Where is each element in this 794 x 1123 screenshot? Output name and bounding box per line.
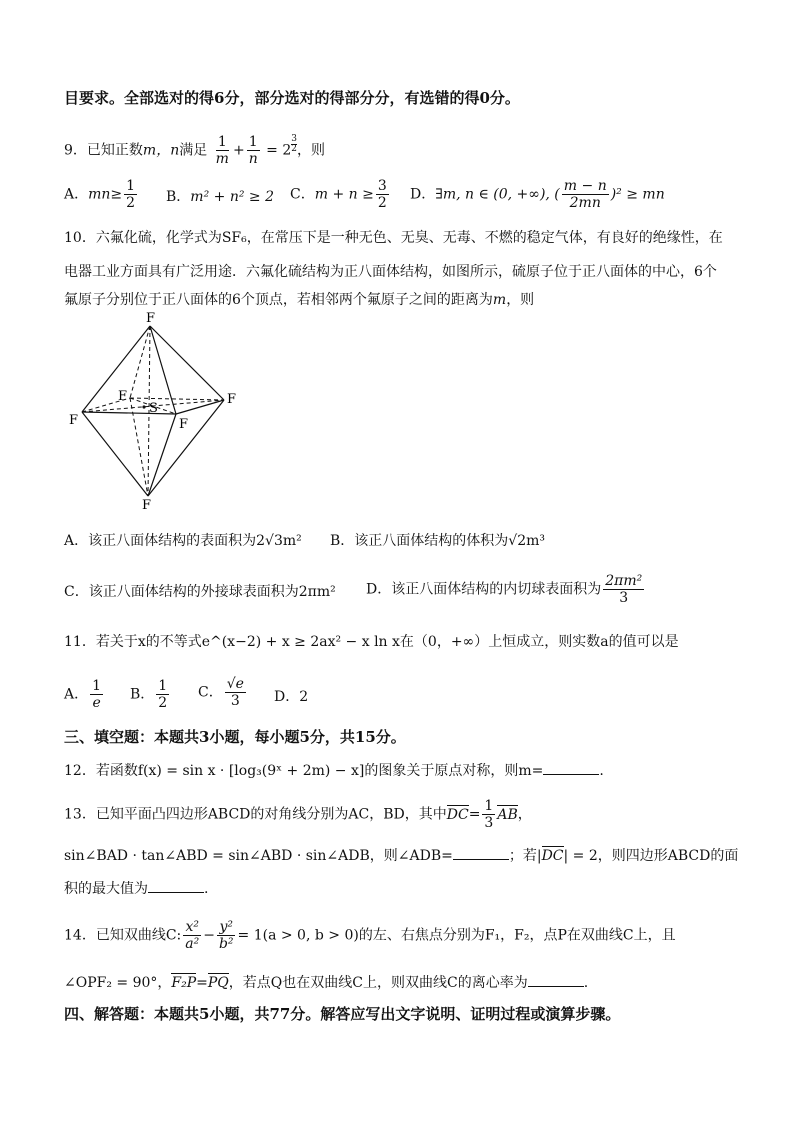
instructions-line: 目要求。全部选对的得6分，部分选对的得部分分，有选错的得0分。: [64, 89, 520, 107]
q11-option-d: D．2: [274, 689, 309, 705]
q14-stem: 14．已知双曲线C:: [64, 927, 182, 944]
q13-line-3-text: 积的最大值为: [64, 881, 148, 897]
q14-line-2-end: .: [583, 975, 589, 991]
q11-option-c-frac: $\frac{√e}{3}$: [226, 676, 244, 709]
q13-answer-blank-1[interactable]: [453, 845, 509, 860]
q12-end: .: [599, 763, 604, 779]
edge-front-right: [176, 400, 224, 414]
question-12: [64, 760, 604, 781]
label-s-center: S: [149, 401, 158, 416]
question-13-line-3: [64, 878, 208, 899]
q13-line-2-text: sin∠BAD · tan∠ABD = sin∠ABD · sin∠ADB，则∠ADB=: [64, 848, 453, 864]
q9-option-a-frac: $\frac{1}{2}$: [126, 178, 136, 211]
center-point: [142, 405, 145, 408]
q11-option-b: [130, 678, 171, 711]
section-3-heading: 三、填空题：本题共3小题，每小题5分，共15分。: [64, 728, 406, 746]
q9-option-d: [410, 178, 665, 211]
edge-bottom-front: [148, 414, 176, 496]
q9-option-b-label: B．: [166, 189, 191, 205]
q12-stem: 12．若函数f(x) = sin x · [log₃(9ˣ + 2m) − x]的图象关于原点对称，则m=: [64, 763, 544, 779]
label-f-right: F: [227, 392, 237, 407]
hidden-edge-top-back: [130, 326, 150, 398]
q14-line-2-mid: ，若点Q也在双曲线C上，则双曲线C的离心率为: [228, 975, 528, 991]
label-f-left: F: [69, 413, 79, 428]
question-13-line-1: [64, 798, 532, 831]
edge-top-left: [82, 326, 150, 412]
q9-option-c: [290, 178, 391, 211]
q14-vector-f2p: F₂P: [171, 975, 197, 991]
q10-option-d-text: D．该正八面体结构的内切球表面积为: [366, 581, 602, 598]
q10-option-a: A．该正八面体结构的表面积为2√3m²: [64, 533, 302, 549]
question-9-stem: [64, 134, 325, 167]
q13-line-2-mid: ；若|: [508, 848, 542, 864]
q9-option-d-expr: ∃m, n ∈ (0, +∞), (: [435, 186, 560, 203]
q11-option-b-frac: $\frac{1}{2}$: [158, 678, 168, 711]
q14-frac-x: $\frac{\text{x²}}{\text{a²}}$: [185, 919, 200, 952]
q9-stem-vars: m，n: [142, 142, 180, 159]
q9-eq: = 2: [266, 142, 292, 159]
q14-answer-blank[interactable]: [528, 972, 584, 987]
q10-line-3-end: ，则: [506, 292, 535, 308]
q14-vector-pq: PQ: [207, 975, 229, 991]
q10-option-c: C．该正八面体结构的外接球表面积为2πm²: [64, 584, 336, 600]
q11-option-a-label: A．: [64, 686, 89, 703]
q9-option-d-frac: $\frac{m - n}{2mn}$: [563, 178, 607, 211]
q9-option-b-expr: m² + n² ≥ 2: [190, 189, 274, 205]
hidden-edge-back-right: [130, 398, 224, 400]
q11-option-a-frac: $\frac{1}{e}$: [92, 678, 102, 711]
q14-eq: =: [196, 975, 208, 991]
edge-left-front: [82, 412, 176, 414]
q13-line-2-end: | = 2，则四边形ABCD的面: [563, 848, 739, 864]
q13-vector-dc: DC: [446, 806, 469, 823]
q10-option-d: [366, 573, 646, 606]
question-10-line-2: 电器工业方面具有广泛用途．六氟化硫结构为正八面体结构，如图所示，硫原子位于正八面体的中心，6个: [64, 264, 717, 280]
q9-frac-1n: $\frac{1}{n}$: [248, 134, 258, 167]
q13-stem: 13．已知平面凸四边形ABCD的对角线分别为AC，BD，其中: [64, 806, 447, 823]
q9-option-a-expr: mn≥: [88, 186, 123, 203]
q10-line-3-text: 氟原子分别位于正八面体的6个顶点，若相邻两个氟原子之间的距离为: [64, 292, 493, 308]
q14-stem-tail: = 1(a > 0, b > 0)的左、右焦点分别为F₁，F₂，点P在双曲线C上，且: [237, 927, 676, 944]
q13-eq: =: [468, 806, 481, 823]
q14-minus: −: [203, 927, 215, 944]
q9-option-a-label: A．: [64, 186, 89, 203]
q9-option-d-tail: )² ≥ mn: [610, 186, 665, 203]
q11-option-c-label: C．: [198, 684, 223, 701]
q13-line-2-vector: DC: [541, 848, 564, 864]
q10-line-3-var: m: [492, 292, 507, 308]
octahedron-figure: [64, 308, 254, 518]
q13-stem-end: ，: [517, 806, 532, 823]
q9-stem-end: ，则: [297, 142, 325, 159]
label-f-top: F: [146, 311, 156, 326]
edge-bottom-left: [82, 412, 148, 496]
q13-frac-third: $\frac{1}{3}$: [484, 798, 494, 831]
q11-option-a: [64, 678, 105, 711]
question-13-line-2: [64, 845, 738, 866]
question-11-stem: 11．若关于x的不等式e^(x−2) + x ≥ 2ax² − x ln x在（0，+∞）上恒成立，则实数a的值可以是: [64, 634, 679, 650]
section-4-heading: 四、解答题：本题共5小题，共77分。解答应写出文字说明、证明过程或演算步骤。: [64, 1005, 621, 1023]
q10-option-d-frac: $\frac{\text{2πm²}}{3}$: [605, 573, 643, 606]
q11-option-b-label: B．: [130, 686, 155, 703]
q10-option-b: B．该正八面体结构的体积为√2m³: [330, 533, 546, 549]
q9-exponent: 3 2: [291, 133, 297, 154]
q9-stem-prefix: 9．已知正数: [64, 142, 143, 159]
q9-option-a: [64, 178, 139, 211]
question-14-line-1: [64, 919, 676, 952]
label-f-bottom: F: [142, 498, 152, 513]
q9-frac-1m: $\frac{1}{m}$: [215, 134, 229, 167]
q9-plus: +: [232, 142, 245, 159]
q14-line-2-text: ∠OPF₂ = 90°，: [64, 975, 172, 991]
q9-option-c-frac: $\frac{3}{2}$: [377, 178, 387, 211]
q9-option-c-expr: m + n ≥: [314, 186, 374, 203]
q13-answer-blank-2[interactable]: [148, 878, 204, 893]
q11-option-c: [198, 676, 248, 709]
question-10-line-1: 10．六氟化硫，化学式为SF₆，在常压下是一种无色、无臭、无毒、不燃的稳定气体，有良好的绝缘性，在: [64, 230, 723, 246]
label-f-front: F: [179, 417, 189, 432]
q14-frac-y: $\frac{\text{y²}}{\text{b²}}$: [218, 919, 234, 952]
q13-vector-ab: AB: [497, 806, 518, 823]
q9-stem-mid: 满足: [179, 142, 208, 159]
q9-option-d-label: D．: [410, 186, 436, 203]
question-10-line-3: [64, 290, 534, 310]
q9-option-c-label: C．: [290, 186, 315, 203]
q12-answer-blank[interactable]: [543, 760, 599, 775]
question-14-line-2: [64, 972, 588, 993]
label-f-back: F: [118, 389, 128, 404]
edge-bottom-right: [148, 400, 224, 496]
q13-line-3-end: .: [204, 881, 209, 897]
q9-option-b: [166, 186, 274, 206]
